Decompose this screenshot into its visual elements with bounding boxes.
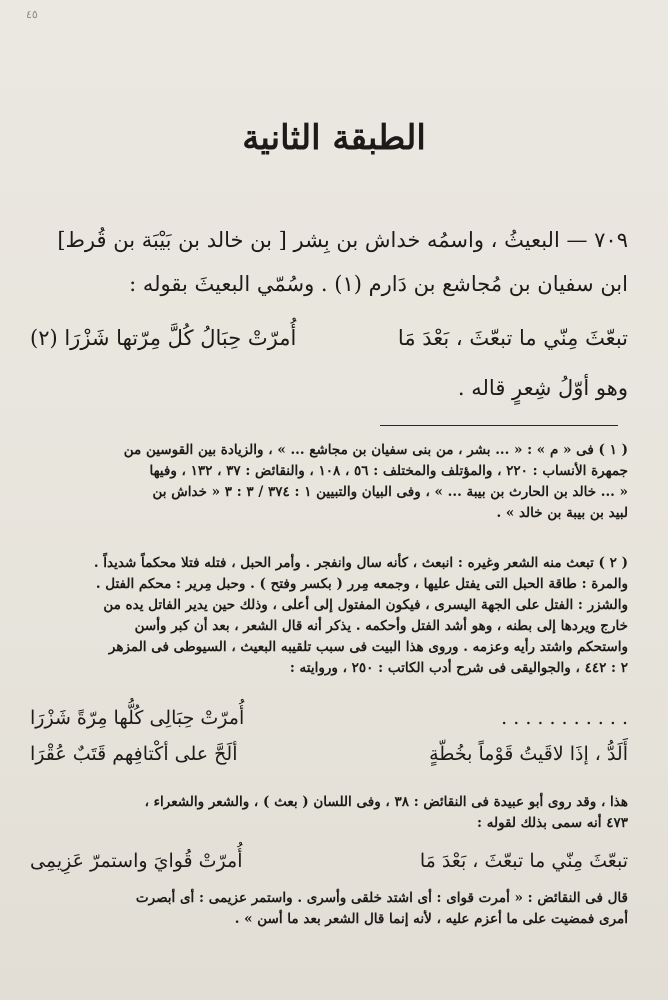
- footnote-line: لبيد بن بيبة بن خالد » .: [496, 505, 628, 521]
- footnote-line: واستحكم واشتد رأيه وعزمه . وروى هذا البيت فى سبب تلقيبه البعيث ، السيوطى فى المزهر: [108, 639, 628, 655]
- biography-entry: [30, 218, 628, 306]
- verse-row: [30, 700, 628, 736]
- footnote-verse-2: [30, 842, 628, 880]
- footnote-line: أمرى فمضيت على ما أعزم عليه ، لأنه إنما قال الشعر بعد ما أسن » .: [234, 911, 628, 927]
- footnote-2: [30, 553, 628, 679]
- footnote-line: ٤٧٣ أنه سمى بذلك لقوله :: [477, 815, 628, 831]
- footnote-line: خارج ويردها إلى بطنه ، وهو أشد الفتل وأحكمه . يذكر أنه قال الشعر ، بعد أن كبر وأسن: [134, 618, 628, 634]
- verse-hemistich: تبعّثَ مِنّي ما تبعّثَ ، بَعْدَ مَا: [419, 850, 628, 872]
- section-heading: الطبقة الثانية: [242, 118, 426, 158]
- verse-row: [30, 842, 628, 880]
- footnote-line: ( ٢ ) تبعث منه الشعر وغيره : انبعث ، كأنه سال وانفجر . وأمر الحبل ، فتله فتلا محكماً شديداً .: [93, 555, 628, 571]
- page-number: ٤٥: [26, 8, 38, 21]
- footnote-4: [30, 888, 628, 930]
- footnote-line: ٢ : ٤٤٢ ، والجواليقى فى شرح أدب الكاتب : ٢٥٠ ، وروايته :: [289, 660, 628, 676]
- poem-after-text: وهو أوّلُ شِعرٍ قاله .: [457, 376, 628, 400]
- verse-ellipsis: . . . . . . . . . . .: [501, 707, 628, 729]
- verse-hemistich: ألَحَّ على أكْتافِهم قَتَبٌ عُقْرَا: [30, 743, 238, 765]
- verse-hemistich: أُمرّتْ قُوايَ واستمرّ عَزِيمِى: [30, 850, 243, 872]
- second-hemistich: أُمرّتْ حِبَالُ كُلَّ مِرّتها شَزْرَا (٢): [30, 326, 297, 350]
- footnote-verse-block: [30, 700, 628, 772]
- entry-line-1: ٧٠٩ — البعيثُ ، واسمُه خداش بن بِشر [ بن خالد بن بَيْبَة بن قُرط]: [57, 228, 628, 252]
- footnote-line: هذا ، وقد روى أبو عبيدة فى النقائض : ٣٨ ، وفى اللسان ( بعث ) ، والشعر والشعراء ،: [144, 794, 628, 810]
- verse-hemistich: أُمرّتْ حِبَالِى كُلُّها مِرّةً شَزْرَا: [30, 707, 245, 729]
- footnote-line: والشزر : الفتل على الجهة اليسرى ، فيكون المفتول إلى أعلى ، وذلك حين يدير الفاتل يده من: [103, 597, 628, 613]
- verse-row: [30, 318, 628, 358]
- verse-hemistich: أَلَدُّ ، إذَا لاقَيتُ قَوْماً بخُطّةٍ: [429, 743, 628, 765]
- footnote-line: جمهرة الأنساب : ٢٢٠ ، والمؤتلف والمختلف : ٥٦ ، ١٠٨ ، والنقائض : ٣٧ ، ١٣٢ ، وفيها: [149, 463, 628, 479]
- footnote-1: [30, 440, 628, 524]
- footnote-divider: [380, 425, 618, 426]
- footnote-line: « ... خالد بن الحارث بن بيبة ... » ، وفى البيان والتبيين ١ : ٣٧٤ / ٣ : ٣ « خداش بن: [152, 484, 628, 500]
- poem-verse: [30, 318, 628, 358]
- entry-line-2: ابن سفيان بن مُجاشع بن دَارم (١) . وسُمّي البعيثَ بقوله :: [129, 272, 628, 296]
- footnote-line: والمرة : طاقة الحبل التى يفتل عليها ، وجمعه مِرر ( بكسر وفتح ) . وحبل مِرير : محكم الفتل .: [95, 576, 628, 592]
- first-hemistich: تبعّثَ مِنّي ما تبعّثَ ، بَعْدَ مَا: [397, 326, 628, 350]
- footnote-line: قال فى النقائض : « أمرت قواى : أى اشتد خلقى وأسرى . واستمر عزيمى : أى أبصرت: [135, 890, 628, 906]
- footnote-line: ( ١ ) فى « م » : « ... بشر ، من بنى سفيان بن مجاشع ... » ، والزيادة بين القوسين من: [123, 442, 628, 458]
- footnote-3: [30, 792, 628, 834]
- verse-row: [30, 736, 628, 772]
